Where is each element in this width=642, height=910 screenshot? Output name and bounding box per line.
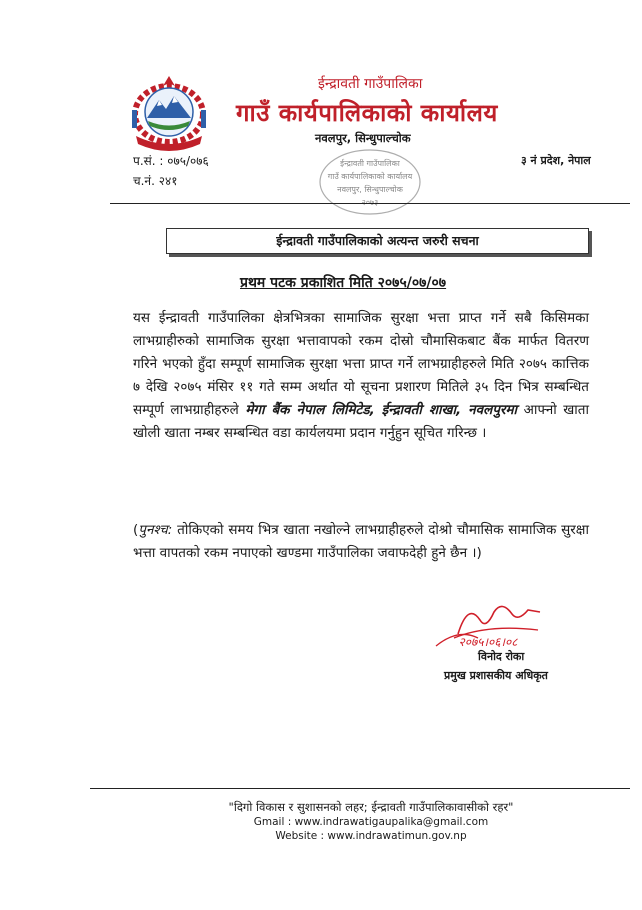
body-text-part-1: यस ईन्द्रावती गाउँपालिका क्षेत्रभित्रका सामाजिक सुरक्षा भत्ता प्राप्त गर्ने सबै किसिमका लाभग्राहीरुको सामाजिक सुरक्षा भत्तावापको रकम दोस्रो चौमासिकबाट बैंक मार्फत वितरण गरिने भएको हुँदा सम्पूर्ण सामाजिक सुरक्षा भत्ता प्राप्त गर्ने लाभग्राहीहरुले मिति २०७५ कात्तिक ७ देखि २०७५ मंसिर ११ गते सम्म अर्थात यो सूचना प्रशारण मितिले ३५ दिन भित्र सम्बन्धित सम्पूर्ण लाभग्राहीहरुले [133,310,589,418]
footer-slogan: "दिगो विकास र सुशासनको लहर; ईन्द्रावती गाउँपालिकावासीको रहर" [228,800,514,814]
province-label: ३ नं प्रदेश, नेपाल [521,154,591,167]
signer-title: प्रमुख प्रशासकीय अधिकृत [444,669,548,682]
handwritten-signature [428,594,558,654]
header-divider [110,203,630,204]
municipality-name: ईन्द्रावती गाउँपालिका [318,76,423,92]
nepal-emblem-icon [122,72,216,154]
stamp-line-1: ईन्द्रावती गाउँपालिका [340,159,400,168]
notice-body-paragraph [133,307,589,445]
office-address: नवलपुर, सिन्धुपाल्चोक [315,131,411,145]
footer-email: Gmail : www.indrawatigaupalika@gmail.com [253,816,489,828]
signature-date: २०७५।०६।०८ [458,635,518,649]
reference-number: प.सं. : ०७५/०७६ [133,154,209,168]
stamp-line-4: २०७३ [361,198,379,207]
stamp-line-3: नवलपुर, सिन्धुपाल्चोक [337,185,403,194]
body-text-part-2: आफ्नो खाता खोली खाता नम्बर सम्बन्धित वडा कार्यलयमा प्रदान गर्नुहुन सूचित गरिन्छ । [133,402,589,441]
postscript-paragraph [133,519,589,565]
stamp-line-2: गाउँ कार्यपालिकाको कार्यालय [327,172,413,181]
postscript-text: तोकिएको समय भित्र खाता नखोल्ने लाभग्राहीहरुले दोश्रो चौमासिक सामाजिक सुरक्षा भत्ता वापतको रकम नपाएको खण्डमा गाउँपालिका जवाफदेही हुने छैन ।) [133,522,589,561]
dispatch-number: च.नं. २४१ [133,174,178,188]
postscript-label: पुनश्च: [138,522,173,538]
publish-date: प्रथम पटक प्रकाशित मिति २०७५/०७/०७ [240,275,447,291]
office-title: गाउँ कार्यपालिकाको कार्यालय [236,99,498,127]
bank-name: मेगा बैंक नेपाल लिमिटेड, ईन्द्रावती शाखा, नवलपुरमा [245,402,518,418]
footer-divider [90,788,630,789]
notice-heading: ईन्द्रावती गाउँपालिकाको अत्यन्त जरुरी सचना [166,228,589,254]
signer-name: विनोद रोका [478,650,525,663]
postscript-open-paren: ( [133,522,139,538]
office-stamp [316,146,424,218]
footer-website: Website : www.indrawatimun.gov.np [275,830,467,842]
